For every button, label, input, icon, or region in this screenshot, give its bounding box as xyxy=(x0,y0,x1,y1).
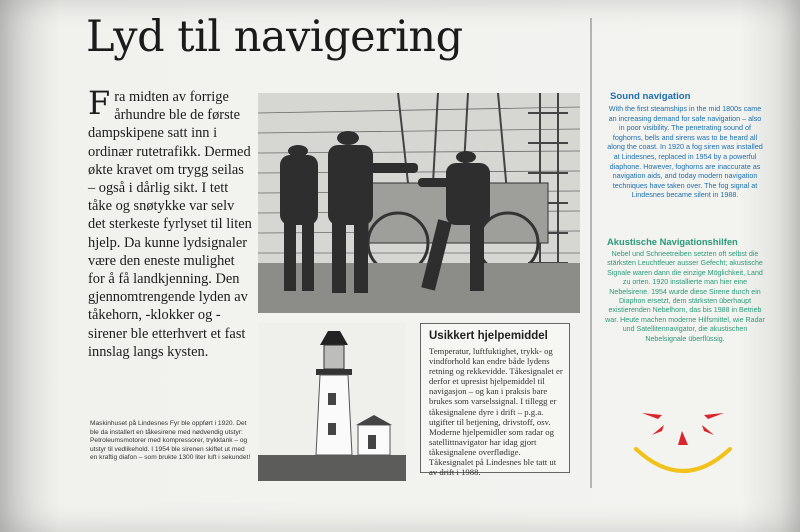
drop-cap: F xyxy=(88,84,111,122)
info-box-text: Temperatur, luftfuktighet, trykk- og vindforhold kan endre både lydens retning og rekkevidde. Tåkesignalet er derfor et upresist hjelpemiddel til navigasjon – og kan i praksis bare brukes som varselssignal. I tillegg er tåkesignalene dyre i drift – p.g.a. utgifter til betjening, drivstoff, osv. Moderne hjelpemidler som radar og satellittnavigator har idag gjort tåkesignalene overflødige. Tåkesignalet på Lindesnes ble tatt ut av drift i 1988. xyxy=(429,346,563,478)
page-title: Lyd til navigering xyxy=(86,12,463,62)
info-box-title: Usikkert hjelpemiddel xyxy=(429,330,548,342)
main-paragraph-text: ra midten av forrige århundre ble de første dampskipene satt inn i ordinær rutetrafikk. Dermed økte kravet om trygg seilas – også i dårlig sikt. I tett tåke og snøtykke var selv det sterkeste fyrlyset til liten hjelp. Da kunne lydsignaler være den eneste mulighet for å få landkjenning. Den gjennomtrengende lyden av tåkehorn, -klokker og -sirener ble etterhvert et fast innslag langs kysten. xyxy=(88,89,252,360)
german-text: Nebel und Schneetreiben setzten oft selbst die stärksten Leuchtfeuer ausser Gefecht; akustische Signale waren dann die einzige Möglichkeit, Land zu orten. 1920 installierte man hier eine Nebelsirene. 1954 wurde diese Sirene durch ein Diaphon ersetzt, dem stärksten überhaupt existierenden Nebelhorn, das bis 1988 in Betrieb war. Heute machen moderne Hilfsmittel, wie Radar und Satellitennavigator, die akustischen Nebelsignale überflüssig. xyxy=(605,250,765,343)
english-title: Sound navigation xyxy=(610,91,691,102)
german-title: Akustische Navigationshilfen xyxy=(607,236,738,247)
english-text: With the first steamships in the mid 1800s came an increasing demand for safe navigation – also in poor visibility. The penetrating sound of foghorns, bells and sirens was to be heard all along the coast. In 1920 a fog siren was installed at Lindesnes, replaced in 1954 by a powerful diaphone. However, foghorns are inaccurate as navigation aids, and today modern navigation techniques have taken over. The fog signal at Lindesnes became silent in 1988. xyxy=(607,104,763,200)
photo-caption: Maskinhuset på Lindesnes Fyr ble oppført i 1920. Det ble da installert en tåkesirene med nødvendig utstyr: Petroleumsmotorer med kompressorer, trykktank – og utstyr til vedlikehold. I 1954 ble sirenen skiftet ut med en kraftig diafon – som brukte 1300 liter luft i sekundet! xyxy=(90,420,251,462)
